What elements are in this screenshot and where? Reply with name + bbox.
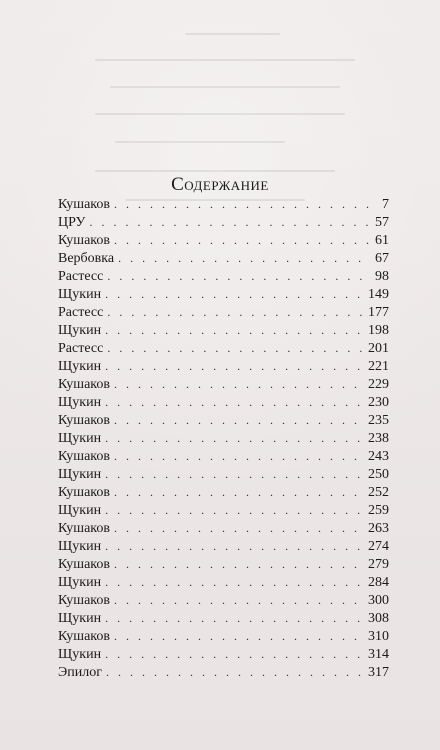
page-number: 7 — [382, 197, 389, 212]
toc-entry[interactable] — [58, 267, 389, 285]
chapter-title: Кушаков — [58, 485, 110, 500]
bleed-through-line — [95, 59, 355, 61]
chapter-title: Щукин — [58, 503, 102, 518]
dot-leader — [114, 519, 364, 537]
toc-entry[interactable] — [58, 411, 389, 429]
chapter-title: Кушаков — [58, 557, 110, 572]
chapter-title: Щукин — [58, 647, 102, 662]
toc-entry[interactable] — [58, 429, 389, 447]
toc-entry[interactable] — [58, 447, 389, 465]
toc-entry[interactable] — [58, 573, 389, 591]
dot-leader — [105, 357, 364, 375]
page-number: 308 — [368, 611, 389, 626]
chapter-title: Щукин — [58, 539, 102, 554]
page-number: 300 — [368, 593, 389, 608]
bleed-through-line — [115, 141, 285, 143]
page-number: 310 — [368, 629, 389, 644]
dot-leader — [105, 501, 364, 519]
page-number: 201 — [368, 341, 389, 356]
page-title: Содержание — [171, 173, 269, 195]
chapter-title: Щукин — [58, 575, 102, 590]
toc-entry[interactable] — [58, 591, 389, 609]
page-number: 177 — [368, 305, 389, 320]
chapter-title: Растесс — [58, 341, 104, 356]
chapter-title: Щукин — [58, 431, 102, 446]
chapter-title: Кушаков — [58, 377, 110, 392]
dot-leader — [89, 213, 371, 231]
chapter-title: Кушаков — [58, 593, 110, 608]
page-number: 98 — [375, 269, 389, 284]
page-number: 221 — [368, 359, 389, 374]
table-of-contents — [58, 195, 389, 681]
page-number: 279 — [368, 557, 389, 572]
toc-entry[interactable] — [58, 609, 389, 627]
dot-leader — [106, 663, 364, 681]
dot-leader — [107, 303, 364, 321]
page-number: 243 — [368, 449, 389, 464]
chapter-title: Щукин — [58, 395, 102, 410]
bleed-through-line — [185, 33, 280, 35]
page-number: 235 — [368, 413, 389, 428]
toc-entry[interactable] — [58, 519, 389, 537]
chapter-title: Кушаков — [58, 197, 110, 212]
dot-leader — [105, 285, 364, 303]
chapter-title: Щукин — [58, 287, 102, 302]
dot-leader — [105, 537, 364, 555]
chapter-title: Кушаков — [58, 449, 110, 464]
chapter-title: Кушаков — [58, 521, 110, 536]
dot-leader — [105, 609, 364, 627]
toc-entry[interactable] — [58, 483, 389, 501]
dot-leader — [105, 393, 364, 411]
chapter-title: Растесс — [58, 305, 104, 320]
dot-leader — [114, 195, 371, 213]
toc-entry[interactable] — [58, 375, 389, 393]
dot-leader — [105, 465, 364, 483]
page-number: 284 — [368, 575, 389, 590]
toc-entry[interactable] — [58, 393, 389, 411]
page-number: 263 — [368, 521, 389, 536]
chapter-title: Вербовка — [58, 251, 115, 266]
dot-leader — [105, 321, 364, 339]
dot-leader — [114, 555, 364, 573]
chapter-title: Щукин — [58, 611, 102, 626]
dot-leader — [114, 375, 364, 393]
page-number: 67 — [375, 251, 389, 266]
toc-entry[interactable] — [58, 663, 389, 681]
dot-leader — [107, 267, 371, 285]
dot-leader — [118, 249, 371, 267]
toc-entry[interactable] — [58, 537, 389, 555]
page-number: 252 — [368, 485, 389, 500]
page-number: 149 — [368, 287, 389, 302]
toc-entry[interactable] — [58, 645, 389, 663]
toc-entry[interactable] — [58, 303, 389, 321]
page-number: 57 — [375, 215, 389, 230]
toc-entry[interactable] — [58, 249, 389, 267]
toc-entry[interactable] — [58, 231, 389, 249]
page-number: 238 — [368, 431, 389, 446]
dot-leader — [107, 339, 364, 357]
dot-leader — [114, 627, 364, 645]
page-number: 229 — [368, 377, 389, 392]
toc-entry[interactable] — [58, 213, 389, 231]
chapter-title: Кушаков — [58, 233, 110, 248]
dot-leader — [114, 231, 371, 249]
toc-entry[interactable] — [58, 555, 389, 573]
page-number: 317 — [368, 665, 389, 680]
chapter-title: Кушаков — [58, 413, 110, 428]
dot-leader — [114, 591, 364, 609]
chapter-title: ЦРУ — [58, 215, 86, 230]
toc-entry[interactable] — [58, 285, 389, 303]
page-number: 198 — [368, 323, 389, 338]
dot-leader — [105, 645, 364, 663]
toc-entry[interactable] — [58, 357, 389, 375]
page-number: 230 — [368, 395, 389, 410]
bleed-through-line — [95, 113, 345, 115]
page-number: 250 — [368, 467, 389, 482]
dot-leader — [114, 447, 364, 465]
toc-entry[interactable] — [58, 321, 389, 339]
dot-leader — [105, 429, 364, 447]
dot-leader — [114, 483, 364, 501]
chapter-title: Щукин — [58, 359, 102, 374]
chapter-title: Щукин — [58, 323, 102, 338]
toc-entry[interactable] — [58, 339, 389, 357]
dot-leader — [105, 573, 364, 591]
page-number: 259 — [368, 503, 389, 518]
bleed-through-line — [110, 86, 340, 88]
page-number: 274 — [368, 539, 389, 554]
toc-entry[interactable] — [58, 501, 389, 519]
toc-entry[interactable] — [58, 627, 389, 645]
chapter-title: Щукин — [58, 467, 102, 482]
chapter-title: Кушаков — [58, 629, 110, 644]
chapter-title: Растесс — [58, 269, 104, 284]
chapter-title: Эпилог — [58, 665, 102, 680]
dot-leader — [114, 411, 364, 429]
toc-entry[interactable] — [58, 465, 389, 483]
toc-entry[interactable] — [58, 195, 389, 213]
page-number: 314 — [368, 647, 389, 662]
page-number: 61 — [375, 233, 389, 248]
bleed-through-line — [95, 170, 335, 172]
